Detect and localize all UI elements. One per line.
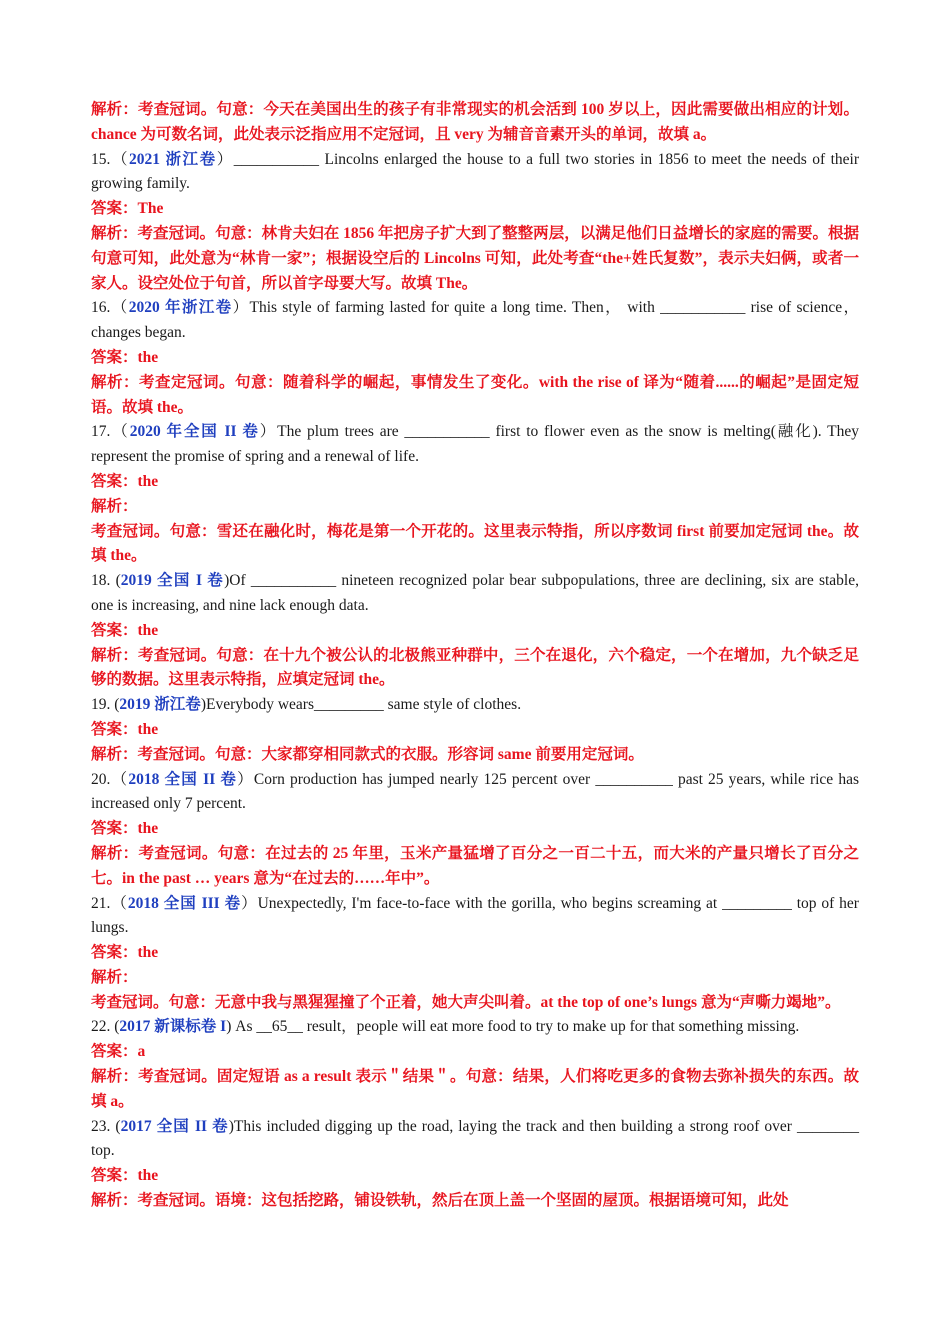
question-item xyxy=(91,693,859,718)
question-text: ）___________ Lincolns enlarged the house to a full two stories in 1856 to meet the needs of their growing family. xyxy=(91,150,859,193)
question-text: ）Corn production has jumped nearly 125 percent over __________ past 25 years, while rice has increased only 7 percent. xyxy=(91,770,859,813)
analysis-text: 解析：考查冠词。句意：在过去的 25 年里，玉米产量猛增了百分之一百二十五，而大米的产量只增长了百分之七。in the past … years 意为“在过去的……年中”。 xyxy=(91,844,859,887)
question-item xyxy=(91,148,859,198)
analysis-text: 解析： xyxy=(91,497,138,515)
analysis-text: 解析：考查冠词。固定短语 as a result 表示＂结果＂。句意：结果，人们将吃更多的食物去弥补损失的东西。故填 a。 xyxy=(91,1068,859,1110)
answer-line: 答案：the xyxy=(91,1167,159,1185)
question-number: 15.（ xyxy=(91,150,130,168)
answer-line: 答案：the xyxy=(91,472,159,490)
question-item xyxy=(91,768,859,818)
question-text: )Everybody wears_________ same style of clothes. xyxy=(200,696,522,714)
question-number: 21.（ xyxy=(91,894,128,912)
question-item xyxy=(91,569,859,619)
question-number: 16.（ xyxy=(91,299,129,317)
analysis-text: 解析：考查冠词。句意：今天在美国出生的孩子有非常现实的机会活到 100 岁以上，因此需要做出相应的计划。chance 为可数名词，此处表示泛指应用不定冠词，且 very 为辅音音素开头的单词，故填 a。 xyxy=(91,101,859,143)
question-source: 2017 全国 II 卷 xyxy=(120,1117,229,1135)
question-source: 2019 浙江卷 xyxy=(119,696,201,714)
analysis-text: 解析：考查冠词。语境：这包括挖路，铺设铁轨，然后在顶上盖一个坚固的屋顶。根据语境可知，此处 xyxy=(91,1192,789,1210)
question-item xyxy=(91,296,859,346)
question-text: )Of ___________ nineteen recognized polar bear subpopulations, three are declining, six are stable, one is increasing, and nine lack enough data. xyxy=(91,572,859,614)
question-item xyxy=(91,420,859,470)
answer-line: 答案：the xyxy=(91,348,159,366)
analysis-text: 解析：考查冠词。句意：大家都穿相同款式的衣服。形容词 same 前要用定冠词。 xyxy=(91,745,644,763)
question-number: 22. ( xyxy=(91,1018,120,1036)
question-source: 2019 全国 I 卷 xyxy=(120,572,225,590)
answer-line: 答案：The xyxy=(91,200,164,218)
analysis-text: 解析： xyxy=(91,968,138,986)
question-number: 20.（ xyxy=(91,770,129,788)
question-source: 2020 年浙江卷 xyxy=(128,299,233,317)
question-number: 23. ( xyxy=(91,1117,121,1135)
analysis-text: 解析：考查冠词。句意：在十九个被公认的北极熊亚种群中，三个在退化，六个稳定，一个在增加，九个缺乏足够的数据。这里表示特指，应填定冠词 the。 xyxy=(91,646,859,689)
answer-line: 答案：a xyxy=(91,1043,146,1061)
question-text: ）The plum trees are ___________ first to flower even as the snow is melting(融化). They represent the promise of spring and a renewal of life. xyxy=(91,423,859,466)
question-text: ) As __65__ result，people will eat more food to try to make up for that something missing. xyxy=(226,1018,800,1036)
analysis-text: 考查冠词。句意：雪还在融化时，梅花是第一个开花的。这里表示特指，所以序数词 first 前要加定冠词 the。故填 the。 xyxy=(91,522,859,565)
question-text: ）Unexpectedly, I'm face-to-face with the gorilla, who begins screaming at _________ top of her lungs. xyxy=(91,894,859,937)
analysis-text: 解析：考查冠词。句意：林肯夫妇在 1856 年把房子扩大到了整整两层，以满足他们日益增长的家庭的需要。根据句意可知，此处意为“林肯一家”；根据设空后的 Lincolns 可知，此处考查“the+姓氏复数”，表示夫妇俩，或者一家人。设空处位于句首，所以首字母要大写。故填 The。 xyxy=(91,224,859,292)
question-item xyxy=(91,892,859,942)
question-item xyxy=(91,1015,859,1040)
answer-line: 答案：the xyxy=(91,720,159,738)
question-source: 2018 全国 III 卷 xyxy=(127,894,242,912)
answer-line: 答案：the xyxy=(91,944,159,962)
question-number: 17.（ xyxy=(91,423,130,441)
question-source: 2018 全国 II 卷 xyxy=(128,770,238,788)
analysis-text: 解析：考查定冠词。句意：随着科学的崛起，事情发生了变化。with the rise of 译为“随着......的崛起”是固定短语。故填 the。 xyxy=(91,373,859,416)
question-text: ）This style of farming lasted for quite a long time. Then， with ___________ rise of science，changes began. xyxy=(91,299,859,342)
answer-line: 答案：the xyxy=(91,621,159,639)
question-source: 2020 年全国 II 卷 xyxy=(129,423,260,441)
document-page xyxy=(91,98,859,1214)
analysis-text: 考查冠词。句意：无意中我与黑猩猩撞了个正着，她大声尖叫着。at the top of one’s lungs 意为“声嘶力竭地”。 xyxy=(91,993,841,1011)
question-number: 18. ( xyxy=(91,572,121,590)
answer-line: 答案：the xyxy=(91,820,159,838)
question-text: )This included digging up the road, laying the track and then building a strong roof over ________ top. xyxy=(91,1117,859,1160)
question-source: 2021 浙江卷 xyxy=(129,150,217,168)
question-source: 2017 新课标卷 I xyxy=(119,1018,227,1036)
question-number: 19. ( xyxy=(91,696,120,714)
question-item xyxy=(91,1115,859,1165)
